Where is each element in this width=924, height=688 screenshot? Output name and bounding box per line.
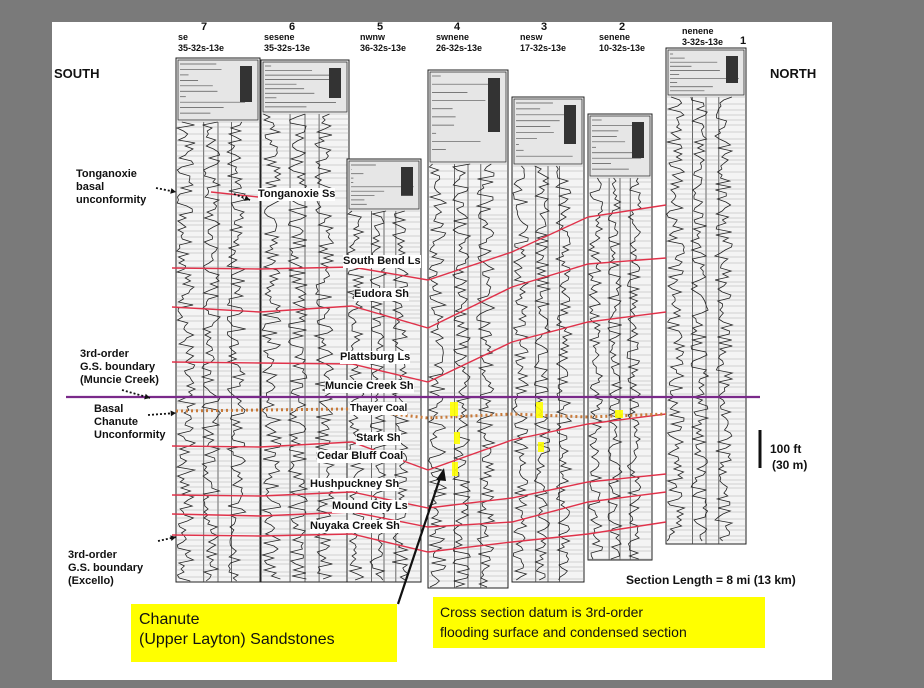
well-location-str: 3-32s-13e xyxy=(682,37,724,47)
header-mark xyxy=(632,122,644,158)
chanute-sandstones-callout xyxy=(131,604,397,662)
scale-feet-label: 100 ft xyxy=(770,442,802,456)
well-location-qq: se xyxy=(178,32,189,42)
sandstone-highlight xyxy=(454,432,460,444)
formation-label-hushpuckney: Hushpuckney Sh xyxy=(310,478,400,490)
chanute-unconformity-annotation: Basal Chanute Unconformity xyxy=(94,403,166,441)
well-number: 4 xyxy=(454,21,461,33)
formation-label-cedar-bluff-coal: Cedar Bluff Coal xyxy=(317,450,404,462)
callout-line: flooding surface and condensed section xyxy=(440,624,687,640)
muncie-boundary-annotation: 3rd-order G.S. boundary (Muncie Creek) xyxy=(80,348,159,386)
formation-label-nuyaka-creek: Nuyaka Creek Sh xyxy=(310,520,400,532)
well-location-qq: sesene xyxy=(264,32,295,42)
well-location-qq: senene xyxy=(599,32,631,42)
formation-label-south-bend: South Bend Ls xyxy=(343,255,421,267)
well-location-qq: nwnw xyxy=(360,32,385,42)
sandstone-highlight xyxy=(452,462,458,476)
sandstone-highlight xyxy=(538,442,544,452)
well-number: 5 xyxy=(377,21,384,33)
formation-label-stark: Stark Sh xyxy=(356,432,401,444)
excello-boundary-annotation: 3rd-order G.S. boundary (Excello) xyxy=(68,549,144,587)
callout-line: (Upper Layton) Sandstones xyxy=(139,631,335,648)
formation-label-plattsburg: Plattsburg Ls xyxy=(340,351,411,363)
tonganoxie-arrow-head xyxy=(170,188,176,194)
sandstone-highlight xyxy=(450,402,458,416)
header-mark xyxy=(726,56,738,83)
north-label: NORTH xyxy=(770,66,817,81)
well-number: 2 xyxy=(619,21,626,33)
well-location-qq: nesw xyxy=(520,32,543,42)
well-location-qq: nenene xyxy=(682,26,714,36)
well-location-str: 35-32s-13e xyxy=(264,43,311,53)
well-location-qq: swnene xyxy=(436,32,470,42)
chanute-arrow-head xyxy=(171,411,176,417)
south-label: SOUTH xyxy=(54,66,100,81)
tonganoxie-unconformity-annotation: Tonganoxie basal unconformity xyxy=(76,168,147,206)
formation-label-eudora: Eudora Sh xyxy=(354,288,410,300)
sandstone-highlight xyxy=(536,402,543,418)
datum-callout xyxy=(433,597,765,648)
formation-label-mound-city: Mound City Ls xyxy=(332,500,408,512)
scale-meters-label: (30 m) xyxy=(772,458,808,472)
header-mark xyxy=(329,68,341,98)
cross-section-figure xyxy=(52,22,832,680)
header-mark xyxy=(564,105,576,144)
well-location-str: 35-32s-13e xyxy=(178,43,225,53)
section-length-label: Section Length = 8 mi (13 km) xyxy=(626,573,796,587)
well-location-str: 10-32s-13e xyxy=(599,43,646,53)
sandstone-highlight xyxy=(615,410,623,418)
well-location-str: 26-32s-13e xyxy=(436,43,483,53)
well-location-str: 17-32s-13e xyxy=(520,43,567,53)
well-location-str: 36-32s-13e xyxy=(360,43,407,53)
callout-line: Cross section datum is 3rd-order xyxy=(440,604,644,620)
well-number: 1 xyxy=(740,35,747,47)
header-mark xyxy=(488,78,500,132)
header-mark xyxy=(401,167,413,196)
formation-label-tonganoxie: Tonganoxie Ss xyxy=(258,188,336,200)
well-number: 3 xyxy=(541,21,548,33)
excello-arrow-head xyxy=(170,535,176,541)
formation-label-muncie-creek: Muncie Creek Sh xyxy=(325,380,414,392)
formation-label-thayer-coal: Thayer Coal xyxy=(350,403,408,414)
callout-line: Chanute xyxy=(139,611,200,628)
header-mark xyxy=(240,66,252,102)
well-number: 7 xyxy=(201,21,208,33)
well-number: 6 xyxy=(289,21,296,33)
